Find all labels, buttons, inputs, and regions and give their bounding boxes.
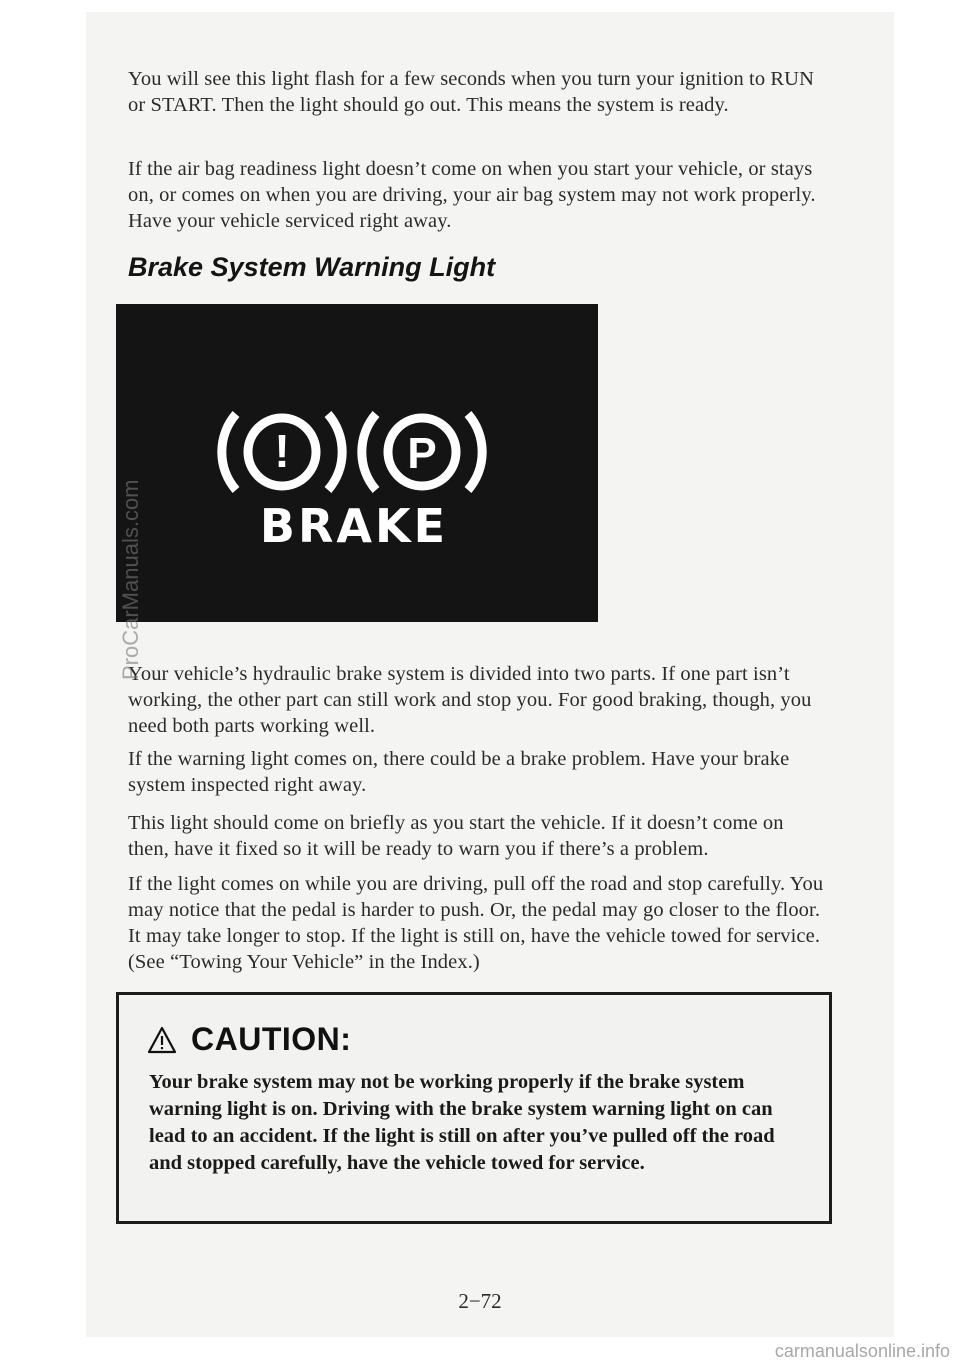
brake-label: BRAKE (259, 499, 449, 553)
brake-warning-symbol-icon (116, 304, 598, 622)
exclamation-symbol: ! (274, 425, 290, 477)
brake-warning-light-image (116, 304, 598, 622)
page-number: 2−72 (458, 1289, 502, 1313)
caution-heading (147, 1021, 351, 1058)
watermark-vertical: ProCarManuals.com (118, 479, 143, 680)
caution-text: Your brake system may not be working properly if the brake system warning light is on. Driving with the brake system warning light on can lead to an accident. If the light is still on after you’ve pulled off the road and stopped carefully, have the vehicle towed for service. (149, 1071, 775, 1174)
watermark-bottom: carmanualsonline.info (774, 1341, 950, 1361)
parking-symbol: P (407, 429, 437, 478)
caution-box (116, 992, 832, 1224)
paragraph-light-while-driving: If the light comes on while you are driving, pull off the road and stop carefully. You may notice that the pedal is harder to push. Or, the pedal may go closer to the floor. It may take longer to stop. If the light is still on, have the vehicle towed for service. (See “Towing Your Vehicle” in the Index.) (128, 873, 824, 973)
paragraph-warning-light-on: If the warning light comes on, there could be a brake problem. Have your brake system inspected right away. (128, 748, 790, 796)
caution-label: CAUTION: (191, 1021, 352, 1057)
paragraph-air-bag-readiness: If the air bag readiness light doesn’t come on when you start your vehicle, or stays on, or comes on when you are driving, your air bag system may not work properly. Have your vehicle serviced right away. (128, 158, 816, 232)
paragraph-air-bag-flash: You will see this light flash for a few seconds when you turn your ignition to RUN or START. Then the light should go out. This means the system is ready. (128, 68, 814, 116)
paragraph-hydraulic-system: Your vehicle’s hydraulic brake system is divided into two parts. If one part isn’t working, the other part can still work and stop you. For good braking, though, you need both parts working well. (128, 663, 812, 737)
section-heading: Brake System Warning Light (128, 252, 496, 282)
paragraph-light-at-start: This light should come on briefly as you start the vehicle. If it doesn’t come on then, have it fixed so it will be ready to warn you if there’s a problem. (128, 812, 784, 860)
warning-triangle-icon (147, 1026, 177, 1054)
